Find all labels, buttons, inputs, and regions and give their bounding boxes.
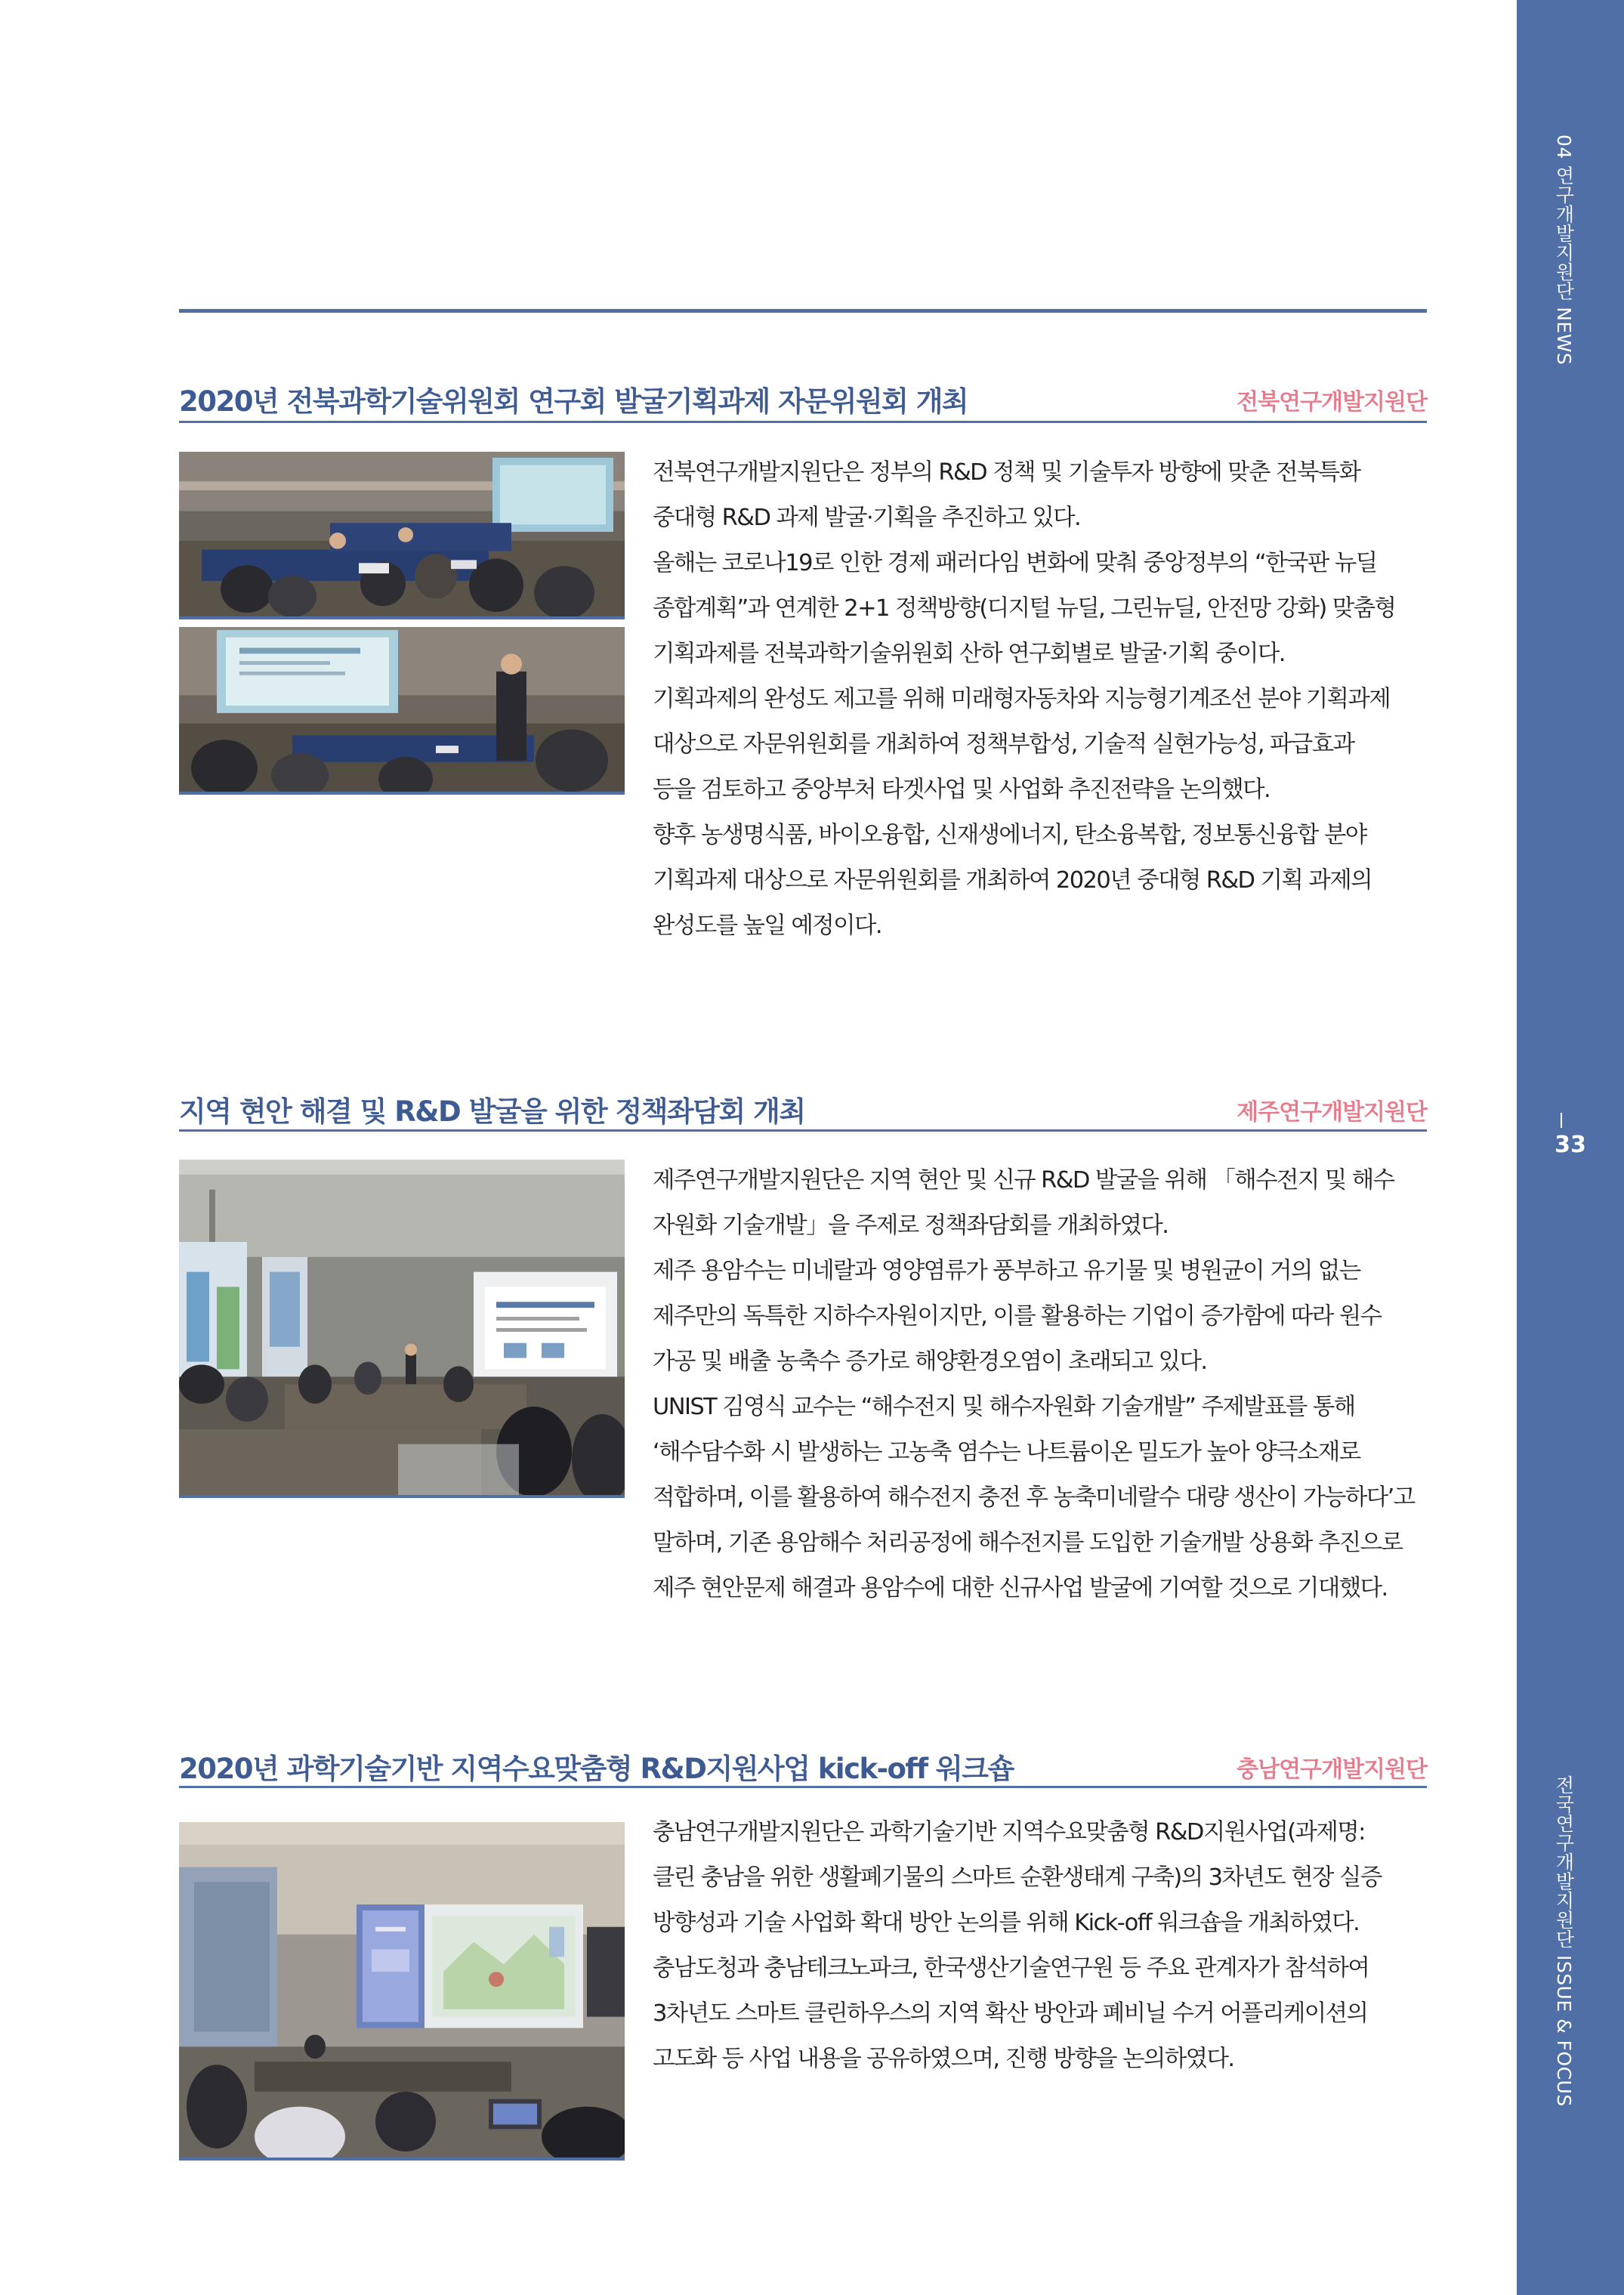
sidebar-publication-label: 전국연구개발지원단 ISSUE & FOCUS [1553, 1775, 1575, 2107]
section-2-line: 말하며, 기존 용암해수 처리공정에 해수전지를 도입한 기술개발 상용화 추진으로 [653, 1530, 1403, 1556]
section-2-line: 적합하며, 이를 활용하여 해수전지 충전 후 농축미네랄수 대량 생산이 가능하다’고 [653, 1484, 1415, 1511]
top-divider [179, 309, 1427, 313]
section-1-line: 종합계획”과 연계한 2+1 정책방향(디지털 뉴딜, 그린뉴딜, 안전망 강화) 맞춤형 [653, 595, 1396, 622]
section-2-line: 제주만의 독특한 지하수자원이지만, 이를 활용하는 기업이 증가함에 따라 원수 [653, 1303, 1382, 1330]
section-2-line: 자원화 기술개발」을 주제로 정책좌담회를 개최하였다. [653, 1212, 1169, 1239]
section-2-title: 지역 현안 해결 및 R&D 발굴을 위한 정책좌담회 개최 [179, 1095, 805, 1128]
section-1-line: 완성도를 높일 예정이다. [653, 913, 881, 939]
section-3-title: 2020년 과학기술기반 지역수요맞춤형 R&D지원사업 kick-off 워크숍 [179, 1753, 1014, 1785]
section-1-line: 기획과제를 전북과학기술위원회 산하 연구회별로 발굴·기획 중이다. [653, 641, 1285, 667]
page-number-divider [1561, 1113, 1562, 1128]
sidebar-section-label: 04 연구개발지원단 NEWS [1553, 134, 1575, 366]
page-number: 33 [1555, 1132, 1586, 1158]
section-1-line: 전북연구개발지원단은 정부의 R&D 정책 및 기술투자 방향에 맞춘 전북특화 [653, 459, 1360, 486]
section-1-line: 기획과제의 완성도 제고를 위해 미래형자동차와 지능형기계조선 분야 기획과제 [653, 686, 1391, 712]
section-2-line: ‘해수담수화 시 발생하는 고농축 염수는 나트륨이온 밀도가 높아 양극소재로 [653, 1439, 1360, 1466]
section-2-rule [179, 1129, 1427, 1132]
section-1-rule [179, 421, 1427, 423]
section-1-line: 올해는 코로나19로 인한 경제 패러다임 변화에 맞춰 중앙정부의 “한국판 뉴딜 [653, 550, 1377, 576]
section-3-line: 충남도청과 충남테크노파크, 한국생산기술연구원 등 주요 관계자가 참석하여 [653, 1955, 1369, 1981]
section-2-line: 제주 현안문제 해결과 용암수에 대한 신규사업 발굴에 기여할 것으로 기대했다. [653, 1575, 1388, 1602]
section-2-line: 가공 및 배출 농축수 증가로 해양환경오염이 초래되고 있다. [653, 1348, 1207, 1375]
section-1-line: 등을 검토하고 중앙부처 타겟사업 및 사업화 추진전략을 논의했다. [653, 777, 1270, 803]
section-1-line: 향후 농생명식품, 바이오융합, 신재생에너지, 탄소융복합, 정보통신융합 분야 [653, 822, 1366, 848]
section-2-body [653, 1158, 1431, 1611]
section-3-rule [179, 1786, 1427, 1788]
section-3-line: 클린 충남을 위한 생활폐기물의 스마트 순환생태계 구축)의 3차년도 현장 실증 [653, 1864, 1382, 1891]
section-3-org: 충남연구개발지원단 [1237, 1756, 1427, 1783]
section-2-photo [179, 1160, 625, 1498]
section-1-photo-1 [179, 452, 625, 619]
section-2-line: 제주연구개발지원단은 지역 현안 및 신규 R&D 발굴을 위해 「해수전지 및 해수 [653, 1167, 1394, 1194]
section-3-line: 방향성과 기술 사업화 확대 방안 논의를 위해 Kick-off 워크숍을 개최하였다. [653, 1910, 1360, 1936]
section-1-body [653, 450, 1431, 949]
section-1-line: 중대형 R&D 과제 발굴·기획을 추진하고 있다. [653, 505, 1081, 531]
section-1-org: 전북연구개발지원단 [1237, 389, 1427, 415]
section-3-line: 충남연구개발지원단은 과학기술기반 지역수요맞춤형 R&D지원사업(과제명: [653, 1819, 1365, 1846]
section-1-photo-2 [179, 627, 625, 795]
section-3-line: 3차년도 스마트 클린하우스의 지역 확산 방안과 폐비닐 수거 어플리케이션의 [653, 2000, 1368, 2027]
section-3-photo [179, 1822, 625, 2161]
section-2-org: 제주연구개발지원단 [1237, 1099, 1427, 1126]
section-2-line: UNIST 김영식 교수는 “해수전지 및 해수자원화 기술개발” 주제발표를 통해 [653, 1394, 1355, 1420]
section-1-line: 기획과제 대상으로 자문위원회를 개최하여 2020년 중대형 R&D 기획 과제의 [653, 867, 1372, 894]
section-2-line: 제주 용암수는 미네랄과 영양염류가 풍부하고 유기물 및 병원균이 거의 없는 [653, 1258, 1360, 1284]
section-1-title: 2020년 전북과학기술위원회 연구회 발굴기획과제 자문위원회 개최 [179, 385, 968, 418]
section-3-line: 고도화 등 사업 내용을 공유하였으며, 진행 방향을 논의하였다. [653, 2046, 1234, 2072]
section-1-line: 대상으로 자문위원회를 개최하여 정책부합성, 기술적 실현가능성, 파급효과 [653, 731, 1354, 758]
section-3-body [653, 1810, 1431, 2082]
